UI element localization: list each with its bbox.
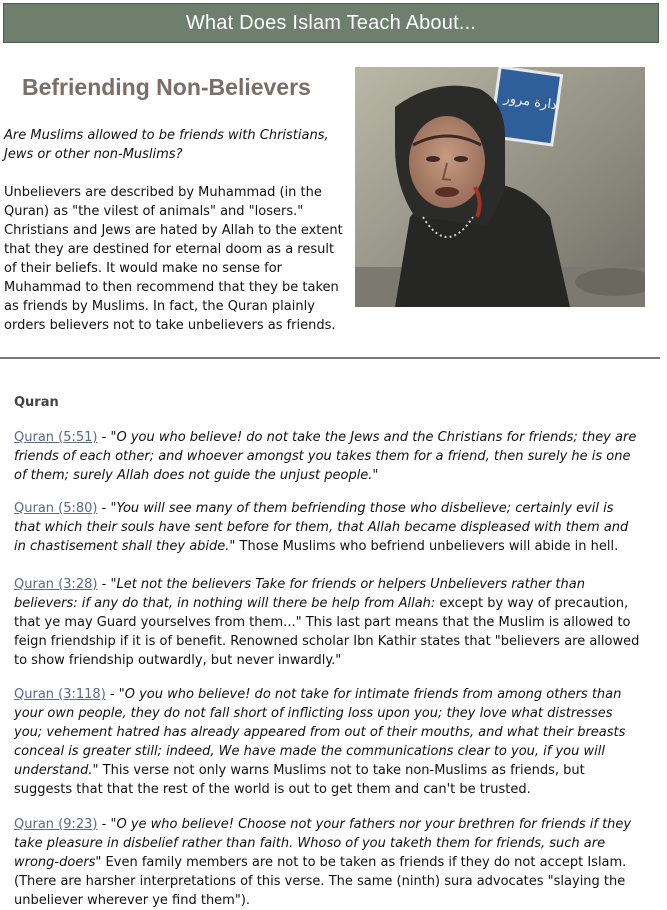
intro-paragraph: Unbelievers are described by Muhammad (in the Quran) as "the vilest of animals" and "losers." Christians and Jews are hated by Allah to the extent that they are destined for eternal doom as a result of their beliefs. It would make no sense for Muhammad to then recommend that they be taken as friends by Muslims. In fact, the Quran plainly orders believers not to take unbelievers as friends. (4, 185, 343, 333)
quran-reference-link[interactable]: Quran (5:51) (14, 430, 98, 445)
page-banner: What Does Islam Teach About... (3, 3, 659, 43)
quran-commentary: except by way of precaution, that ye may Guard yourselves from them..." This last part means that the Muslim is allowed to feign friendship if it is of benefit. Renowned scholar Ibn Kathir states that "believers are allowed to show friendship outwardly, but never inwardly." (14, 596, 640, 668)
quran-reference-link[interactable]: Quran (3:28) (14, 577, 98, 592)
intro-question: Are Muslims allowed to be friends with Christians, Jews or other non-Muslims? (4, 128, 329, 162)
quran-reference-link[interactable]: Quran (9:23) (14, 817, 98, 832)
reference-separator: - (105, 687, 119, 702)
reference-separator: - (97, 501, 111, 516)
news-photo (355, 67, 645, 307)
quran-entry (14, 685, 644, 799)
quran-commentary: This verse not only warns Muslims not to take non-Muslims as friends, but suggests that that the rest of the world is out to get them and can't be trusted. (14, 763, 585, 797)
quran-quote: "O ye who believe! Choose not your fathers nor your brethren for friends if they take pleasure in disbelief rather than faith. Whoso of you taketh them for friends, such are wrong-doers" (14, 817, 632, 870)
quran-quote: "Let not the believers Take for friends or helpers Unbelievers rather than believers: if any do that, in nothing will there be help from Allah: (14, 577, 585, 611)
street-sign-text: ادارة مرور (502, 90, 562, 114)
reference-separator: - (97, 577, 111, 592)
quran-reference-link[interactable]: Quran (5:80) (14, 501, 98, 516)
quran-entry (14, 815, 644, 910)
quran-reference-link[interactable]: Quran (3:118) (14, 687, 106, 702)
reference-separator: - (97, 430, 111, 445)
quran-section-label: Quran (14, 395, 59, 410)
quran-commentary: Those Muslims who befriend unbelievers will abide in hell. (235, 539, 619, 554)
reference-separator: - (97, 817, 111, 832)
quran-entry (14, 575, 644, 670)
quran-quote: "You will see many of them befriending those who disbelieve; certainly evil is that which their souls have sent before for them, that Allah became displeased with them and in chastisement shall they abide." (14, 501, 629, 554)
section-divider (0, 357, 660, 359)
quran-entry (14, 428, 644, 485)
topic-title: Befriending Non-Believers (22, 74, 311, 100)
quran-entry (14, 499, 644, 556)
quran-quote: "O you who believe! do not take for intimate friends from among others than your own people, they do not fall short of inflicting loss upon you; they love what distresses you; vehement hatred has already appeared from out of their mouths, and what their breasts conceal is greater still; indeed, We have made the communications clear to you, if you will understand." (14, 687, 626, 778)
quran-quote: "O you who believe! do not take the Jews and the Christians for friends; they are friends of each other; and whoever amongst you takes them for a friend, then surely he is one of them; surely Allah does not guide the unjust people." (14, 430, 637, 483)
quran-commentary: Even family members are not to be taken as friends if they do not accept Islam. (There are harsher interpretations of this verse. The same (ninth) sura advocates "slaying the unbeliever wherever ye find them"). (14, 855, 627, 908)
